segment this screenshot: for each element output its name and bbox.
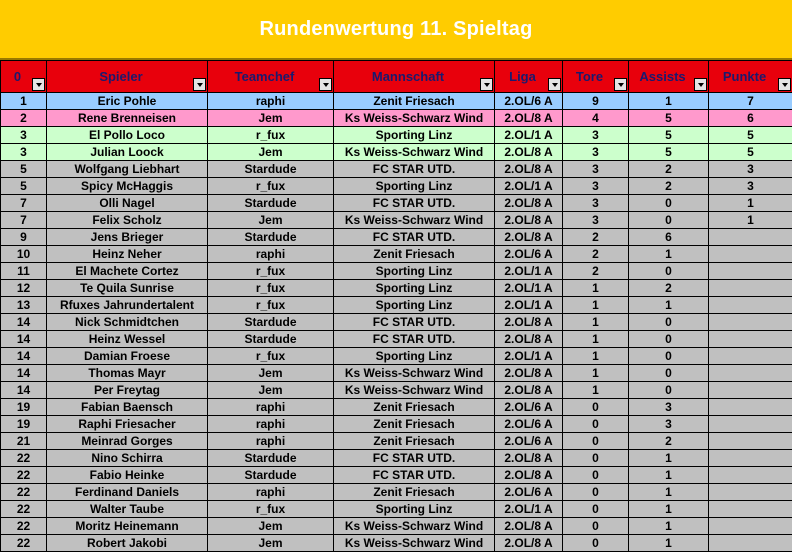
player-cell: Eric Pohle xyxy=(47,93,208,110)
teamchef-cell: Jem xyxy=(208,382,334,399)
assists-cell: 0 xyxy=(629,314,709,331)
team-cell: Zenit Friesach xyxy=(334,93,495,110)
rank-cell: 12 xyxy=(1,280,47,297)
table-row xyxy=(1,399,792,416)
liga-cell: 2.OL/8 A xyxy=(495,110,563,127)
column-header-spieler[interactable]: Spieler xyxy=(47,61,208,93)
goals-cell: 1 xyxy=(563,331,629,348)
points-cell xyxy=(709,501,792,518)
team-cell: Zenit Friesach xyxy=(334,416,495,433)
liga-cell: 2.OL/8 A xyxy=(495,450,563,467)
player-cell: Felix Scholz xyxy=(47,212,208,229)
rank-cell: 1 xyxy=(1,93,47,110)
rank-cell: 22 xyxy=(1,484,47,501)
goals-cell: 4 xyxy=(563,110,629,127)
teamchef-cell: Jem xyxy=(208,365,334,382)
goals-cell: 0 xyxy=(563,450,629,467)
points-cell xyxy=(709,280,792,297)
teamchef-cell: Jem xyxy=(208,144,334,161)
points-cell: 6 xyxy=(709,110,792,127)
rank-cell: 19 xyxy=(1,399,47,416)
liga-cell: 2.OL/6 A xyxy=(495,433,563,450)
points-cell: 5 xyxy=(709,144,792,161)
table-row xyxy=(1,535,792,552)
player-cell: Heinz Wessel xyxy=(47,331,208,348)
team-cell: Zenit Friesach xyxy=(334,433,495,450)
player-cell: El Machete Cortez xyxy=(47,263,208,280)
column-header-teamchef[interactable]: Teamchef xyxy=(208,61,334,93)
goals-cell: 1 xyxy=(563,314,629,331)
assists-cell: 2 xyxy=(629,280,709,297)
points-cell xyxy=(709,484,792,501)
rank-cell: 14 xyxy=(1,382,47,399)
team-cell: Ks Weiss-Schwarz Wind xyxy=(334,110,495,127)
liga-cell: 2.OL/6 A xyxy=(495,93,563,110)
liga-cell: 2.OL/8 A xyxy=(495,212,563,229)
assists-cell: 1 xyxy=(629,246,709,263)
points-cell: 1 xyxy=(709,195,792,212)
assists-cell: 1 xyxy=(629,484,709,501)
rank-cell: 7 xyxy=(1,195,47,212)
column-header-assists[interactable]: Assists xyxy=(629,61,709,93)
team-cell: Zenit Friesach xyxy=(334,246,495,263)
liga-cell: 2.OL/1 A xyxy=(495,178,563,195)
points-cell xyxy=(709,263,792,280)
assists-cell: 2 xyxy=(629,433,709,450)
assists-cell: 2 xyxy=(629,178,709,195)
points-cell xyxy=(709,314,792,331)
points-cell xyxy=(709,246,792,263)
points-cell: 7 xyxy=(709,93,792,110)
goals-cell: 9 xyxy=(563,93,629,110)
goals-cell: 1 xyxy=(563,297,629,314)
rank-cell: 5 xyxy=(1,178,47,195)
team-cell: FC STAR UTD. xyxy=(334,331,495,348)
goals-cell: 0 xyxy=(563,484,629,501)
liga-cell: 2.OL/6 A xyxy=(495,416,563,433)
liga-cell: 2.OL/8 A xyxy=(495,382,563,399)
player-cell: Wolfgang Liebhart xyxy=(47,161,208,178)
player-cell: Heinz Neher xyxy=(47,246,208,263)
teamchef-cell: Stardude xyxy=(208,450,334,467)
goals-cell: 0 xyxy=(563,535,629,552)
rank-cell: 3 xyxy=(1,144,47,161)
teamchef-cell: raphi xyxy=(208,246,334,263)
points-cell xyxy=(709,382,792,399)
team-cell: FC STAR UTD. xyxy=(334,314,495,331)
liga-cell: 2.OL/8 A xyxy=(495,195,563,212)
liga-cell: 2.OL/1 A xyxy=(495,280,563,297)
assists-cell: 0 xyxy=(629,331,709,348)
rank-cell: 3 xyxy=(1,127,47,144)
teamchef-cell: raphi xyxy=(208,484,334,501)
rank-cell: 9 xyxy=(1,229,47,246)
player-cell: Te Quila Sunrise xyxy=(47,280,208,297)
goals-cell: 3 xyxy=(563,161,629,178)
team-cell: Ks Weiss-Schwarz Wind xyxy=(334,212,495,229)
points-cell: 3 xyxy=(709,178,792,195)
filter-dropdown-icon[interactable] xyxy=(480,78,493,91)
goals-cell: 0 xyxy=(563,467,629,484)
filter-dropdown-icon[interactable] xyxy=(694,78,707,91)
rank-cell: 14 xyxy=(1,365,47,382)
goals-cell: 3 xyxy=(563,127,629,144)
table-row xyxy=(1,212,792,229)
teamchef-cell: Stardude xyxy=(208,229,334,246)
goals-cell: 2 xyxy=(563,229,629,246)
team-cell: Sporting Linz xyxy=(334,297,495,314)
goals-cell: 0 xyxy=(563,518,629,535)
teamchef-cell: Jem xyxy=(208,212,334,229)
goals-cell: 0 xyxy=(563,501,629,518)
teamchef-cell: r_fux xyxy=(208,501,334,518)
table-row xyxy=(1,467,792,484)
assists-cell: 1 xyxy=(629,518,709,535)
goals-cell: 3 xyxy=(563,195,629,212)
liga-cell: 2.OL/8 A xyxy=(495,161,563,178)
assists-cell: 5 xyxy=(629,127,709,144)
liga-cell: 2.OL/8 A xyxy=(495,331,563,348)
points-cell xyxy=(709,416,792,433)
teamchef-cell: Jem xyxy=(208,110,334,127)
table-row xyxy=(1,110,792,127)
player-cell: Walter Taube xyxy=(47,501,208,518)
assists-cell: 6 xyxy=(629,229,709,246)
rank-cell: 7 xyxy=(1,212,47,229)
assists-cell: 0 xyxy=(629,348,709,365)
page-title-bar xyxy=(0,0,792,60)
filter-dropdown-icon[interactable] xyxy=(319,78,332,91)
player-cell: Nick Schmidtchen xyxy=(47,314,208,331)
column-header-tore[interactable]: Tore xyxy=(563,61,629,93)
table-row xyxy=(1,246,792,263)
player-cell: Rfuxes Jahrundertalent xyxy=(47,297,208,314)
team-cell: Sporting Linz xyxy=(334,127,495,144)
team-cell: Ks Weiss-Schwarz Wind xyxy=(334,535,495,552)
goals-cell: 2 xyxy=(563,263,629,280)
player-cell: Ferdinand Daniels xyxy=(47,484,208,501)
table-row xyxy=(1,501,792,518)
teamchef-cell: Jem xyxy=(208,535,334,552)
teamchef-cell: r_fux xyxy=(208,348,334,365)
liga-cell: 2.OL/1 A xyxy=(495,263,563,280)
goals-cell: 3 xyxy=(563,178,629,195)
teamchef-cell: raphi xyxy=(208,433,334,450)
team-cell: Sporting Linz xyxy=(334,263,495,280)
points-cell xyxy=(709,535,792,552)
points-cell xyxy=(709,297,792,314)
goals-cell: 1 xyxy=(563,365,629,382)
player-cell: Robert Jakobi xyxy=(47,535,208,552)
teamchef-cell: r_fux xyxy=(208,178,334,195)
rank-cell: 19 xyxy=(1,416,47,433)
player-cell: Thomas Mayr xyxy=(47,365,208,382)
liga-cell: 2.OL/6 A xyxy=(495,484,563,501)
column-header-mannschaft[interactable]: Mannschaft xyxy=(334,61,495,93)
teamchef-cell: r_fux xyxy=(208,127,334,144)
teamchef-cell: r_fux xyxy=(208,263,334,280)
table-row xyxy=(1,93,792,110)
assists-cell: 1 xyxy=(629,467,709,484)
liga-cell: 2.OL/8 A xyxy=(495,365,563,382)
assists-cell: 0 xyxy=(629,263,709,280)
points-cell: 5 xyxy=(709,127,792,144)
standings-table xyxy=(0,60,792,552)
table-row xyxy=(1,365,792,382)
teamchef-cell: r_fux xyxy=(208,297,334,314)
rank-cell: 14 xyxy=(1,348,47,365)
table-row xyxy=(1,450,792,467)
player-cell: Olli Nagel xyxy=(47,195,208,212)
assists-cell: 1 xyxy=(629,535,709,552)
filter-dropdown-icon[interactable] xyxy=(32,78,45,91)
table-row xyxy=(1,280,792,297)
table-row xyxy=(1,127,792,144)
team-cell: FC STAR UTD. xyxy=(334,450,495,467)
player-cell: El Pollo Loco xyxy=(47,127,208,144)
liga-cell: 2.OL/1 A xyxy=(495,127,563,144)
assists-cell: 3 xyxy=(629,416,709,433)
points-cell xyxy=(709,467,792,484)
points-cell xyxy=(709,518,792,535)
page-title: Rundenwertung 11. Spieltag xyxy=(259,18,532,41)
player-cell: Moritz Heinemann xyxy=(47,518,208,535)
team-cell: Ks Weiss-Schwarz Wind xyxy=(334,518,495,535)
liga-cell: 2.OL/8 A xyxy=(495,144,563,161)
rank-cell: 22 xyxy=(1,518,47,535)
player-cell: Julian Loock xyxy=(47,144,208,161)
team-cell: FC STAR UTD. xyxy=(334,229,495,246)
table-row xyxy=(1,331,792,348)
goals-cell: 1 xyxy=(563,382,629,399)
header-row xyxy=(1,61,792,93)
team-cell: FC STAR UTD. xyxy=(334,161,495,178)
team-cell: FC STAR UTD. xyxy=(334,195,495,212)
player-cell: Damian Froese xyxy=(47,348,208,365)
goals-cell: 1 xyxy=(563,348,629,365)
table-row xyxy=(1,144,792,161)
filter-dropdown-icon[interactable] xyxy=(614,78,627,91)
player-cell: Fabio Heinke xyxy=(47,467,208,484)
table-body xyxy=(1,93,792,552)
player-cell: Jens Brieger xyxy=(47,229,208,246)
team-cell: Ks Weiss-Schwarz Wind xyxy=(334,382,495,399)
table-row xyxy=(1,314,792,331)
points-cell xyxy=(709,348,792,365)
team-cell: Sporting Linz xyxy=(334,348,495,365)
points-cell xyxy=(709,399,792,416)
player-cell: Meinrad Gorges xyxy=(47,433,208,450)
team-cell: Ks Weiss-Schwarz Wind xyxy=(334,365,495,382)
column-header-punkte[interactable]: Punkte xyxy=(709,61,792,93)
assists-cell: 0 xyxy=(629,195,709,212)
rank-cell: 5 xyxy=(1,161,47,178)
team-cell: Zenit Friesach xyxy=(334,484,495,501)
teamchef-cell: Jem xyxy=(208,518,334,535)
team-cell: Zenit Friesach xyxy=(334,399,495,416)
team-cell: Sporting Linz xyxy=(334,280,495,297)
assists-cell: 5 xyxy=(629,144,709,161)
player-cell: Nino Schirra xyxy=(47,450,208,467)
points-cell xyxy=(709,365,792,382)
assists-cell: 0 xyxy=(629,365,709,382)
liga-cell: 2.OL/1 A xyxy=(495,297,563,314)
liga-cell: 2.OL/1 A xyxy=(495,348,563,365)
player-cell: Rene Brenneisen xyxy=(47,110,208,127)
assists-cell: 1 xyxy=(629,297,709,314)
rank-cell: 11 xyxy=(1,263,47,280)
table-row xyxy=(1,161,792,178)
column-header-liga[interactable]: Liga xyxy=(495,61,563,93)
rank-cell: 14 xyxy=(1,314,47,331)
teamchef-cell: Stardude xyxy=(208,467,334,484)
assists-cell: 2 xyxy=(629,161,709,178)
table-row xyxy=(1,263,792,280)
teamchef-cell: raphi xyxy=(208,399,334,416)
table-row xyxy=(1,178,792,195)
teamchef-cell: raphi xyxy=(208,416,334,433)
rank-cell: 22 xyxy=(1,467,47,484)
rank-cell: 13 xyxy=(1,297,47,314)
teamchef-cell: raphi xyxy=(208,93,334,110)
team-cell: Ks Weiss-Schwarz Wind xyxy=(334,144,495,161)
liga-cell: 2.OL/8 A xyxy=(495,314,563,331)
liga-cell: 2.OL/8 A xyxy=(495,467,563,484)
filter-dropdown-icon[interactable] xyxy=(778,78,791,91)
assists-cell: 0 xyxy=(629,382,709,399)
player-cell: Fabian Baensch xyxy=(47,399,208,416)
points-cell xyxy=(709,433,792,450)
teamchef-cell: Stardude xyxy=(208,331,334,348)
teamchef-cell: r_fux xyxy=(208,280,334,297)
table-row xyxy=(1,416,792,433)
table-row xyxy=(1,484,792,501)
liga-cell: 2.OL/1 A xyxy=(495,501,563,518)
goals-cell: 3 xyxy=(563,144,629,161)
table-row xyxy=(1,348,792,365)
liga-cell: 2.OL/6 A xyxy=(495,399,563,416)
teamchef-cell: Stardude xyxy=(208,161,334,178)
goals-cell: 0 xyxy=(563,433,629,450)
rank-cell: 10 xyxy=(1,246,47,263)
rank-cell: 22 xyxy=(1,450,47,467)
goals-cell: 0 xyxy=(563,416,629,433)
team-cell: Sporting Linz xyxy=(334,178,495,195)
team-cell: FC STAR UTD. xyxy=(334,467,495,484)
points-cell xyxy=(709,331,792,348)
filter-dropdown-icon[interactable] xyxy=(193,78,206,91)
liga-cell: 2.OL/8 A xyxy=(495,518,563,535)
table-row xyxy=(1,297,792,314)
player-cell: Per Freytag xyxy=(47,382,208,399)
table-row xyxy=(1,229,792,246)
table-row xyxy=(1,195,792,212)
column-header-rank[interactable]: 0 xyxy=(1,61,47,93)
rank-cell: 2 xyxy=(1,110,47,127)
player-cell: Spicy McHaggis xyxy=(47,178,208,195)
goals-cell: 0 xyxy=(563,399,629,416)
points-cell: 1 xyxy=(709,212,792,229)
goals-cell: 2 xyxy=(563,246,629,263)
assists-cell: 1 xyxy=(629,501,709,518)
teamchef-cell: Stardude xyxy=(208,195,334,212)
rank-cell: 22 xyxy=(1,535,47,552)
table-row xyxy=(1,518,792,535)
table-row xyxy=(1,382,792,399)
points-cell xyxy=(709,450,792,467)
team-cell: Sporting Linz xyxy=(334,501,495,518)
assists-cell: 1 xyxy=(629,93,709,110)
assists-cell: 5 xyxy=(629,110,709,127)
rank-cell: 14 xyxy=(1,331,47,348)
assists-cell: 0 xyxy=(629,212,709,229)
goals-cell: 3 xyxy=(563,212,629,229)
liga-cell: 2.OL/8 A xyxy=(495,229,563,246)
points-cell xyxy=(709,229,792,246)
table-row xyxy=(1,433,792,450)
teamchef-cell: Stardude xyxy=(208,314,334,331)
goals-cell: 1 xyxy=(563,280,629,297)
liga-cell: 2.OL/8 A xyxy=(495,535,563,552)
points-cell: 3 xyxy=(709,161,792,178)
liga-cell: 2.OL/6 A xyxy=(495,246,563,263)
rank-cell: 22 xyxy=(1,501,47,518)
assists-cell: 1 xyxy=(629,450,709,467)
player-cell: Raphi Friesacher xyxy=(47,416,208,433)
assists-cell: 3 xyxy=(629,399,709,416)
rank-cell: 21 xyxy=(1,433,47,450)
filter-dropdown-icon[interactable] xyxy=(548,78,561,91)
